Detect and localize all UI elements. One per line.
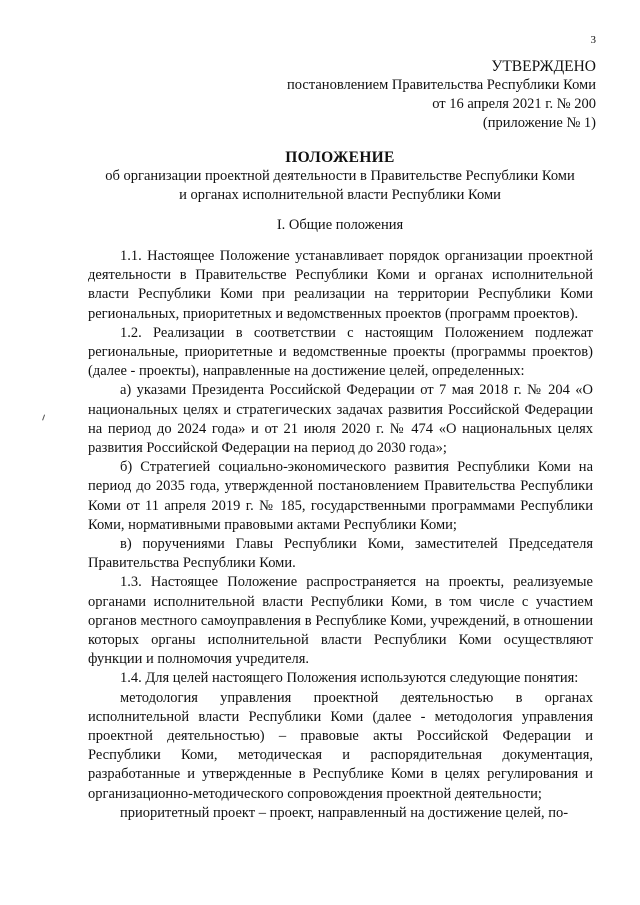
- paragraph-1-2-b: б) Стратегией социально-экономического развития Республики Коми на период до 2035 года, утвержденной постановлением Правительства Республики Коми от 11 апреля 2019 г. № 185, государственными программами Республики Коми, нормативными правовыми актами Республики Коми;: [88, 459, 593, 533]
- document-subtitle-line2: и органах исполнительной власти Республики Коми: [179, 187, 501, 203]
- approval-decree: постановлением Правительства Республики Коми: [287, 77, 596, 93]
- approval-date: от 16 апреля 2021 г. № 200: [432, 96, 596, 112]
- document-title-block: [90, 148, 590, 205]
- definition-priority-project: приоритетный проект – проект, направленный на достижение целей, по-: [120, 804, 569, 821]
- paragraph-1-2: 1.2. Реализации в соответствии с настоящим Положением подлежат региональные, приоритетные и ведомственные проекты (программы проектов) (далее - проекты), направленные на достижение целей, определенных:: [88, 324, 593, 380]
- margin-mark: [42, 414, 48, 421]
- approval-stamp: [287, 57, 596, 133]
- section-heading: I. Общие положения: [276, 217, 404, 233]
- paragraph-1-3: 1.3. Настоящее Положение распространяется на проекты, реализуемые органами исполнительной власти Республики Коми, в том числе с участием органов местного самоуправления в Республике Коми, учреждений, в отношении которых органы исполнительной власти Республики Коми осуществляют функции и полномочия учредителя.: [88, 574, 593, 668]
- paragraph-1-2-a: а) указами Президента Российской Федерации от 7 мая 2018 г. № 204 «О национальных целях и стратегических задачах развития Российской Федерации на период до 2024 года» и от 21 июля 2020 г. № 474 «О национальных целях развития Российской Федерации на период до 2030 года»;: [88, 382, 593, 457]
- document-subtitle-line1: об организации проектной деятельности в Правительстве Республики Коми: [105, 168, 575, 184]
- paragraph-1-1: 1.1. Настоящее Положение устанавливает порядок организации проектной деятельности в Правительстве Республики Коми и органах исполнительной власти Республики Коми при реализации на территории Республики Коми региональных, приоритетных и ведомственных проектов (программ проектов).: [88, 248, 593, 322]
- paragraph-1-4: 1.4. Для целей настоящего Положения используются следующие понятия:: [120, 670, 579, 687]
- approval-appendix: (приложение № 1): [482, 115, 596, 131]
- approval-title: УТВЕРЖДЕНО: [491, 58, 596, 75]
- paragraph-1-2-v: в) поручениями Главы Республики Коми, заместителей Председателя Правительства Республики Коми.: [88, 536, 593, 572]
- page-number: 3: [590, 34, 596, 46]
- definition-methodology: методология управления проектной деятельностью в органах исполнительной власти Республики Коми (далее - методология управления проектной деятельностью) – правовые акты Российской Федерации и Республики Коми, методическая и распорядительная документация, разработанные и утвержденные в Республике Коми в целях регулирования и организационно-методического сопровождения проектной деятельности;: [88, 689, 593, 802]
- document-body: [88, 247, 593, 823]
- document-title: ПОЛОЖЕНИЕ: [285, 149, 395, 166]
